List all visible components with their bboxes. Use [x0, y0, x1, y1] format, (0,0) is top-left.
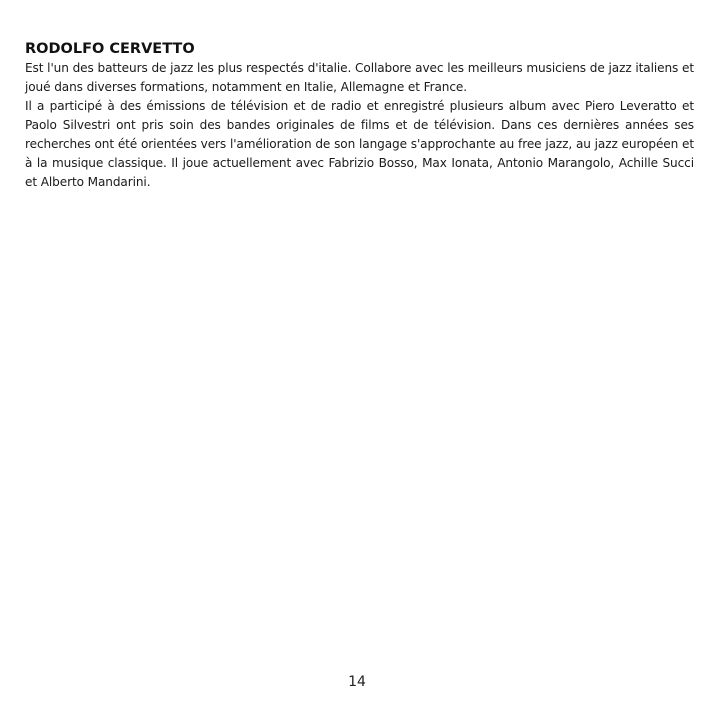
article-paragraph: Est l'un des batteurs de jazz les plus respectés d'italie. Collabore avec les meilleurs musiciens de jazz italiens et joué dans diverses formations, notamment en Italie, Allemagne et France. — [25, 61, 694, 94]
article — [25, 40, 694, 192]
page-number: 14 — [348, 674, 366, 690]
article-title: RODOLFO CERVETTO — [25, 41, 195, 57]
article-paragraph: Il a participé à des émissions de télévision et de radio et enregistré plusieurs album avec Piero Leveratto et Paolo Silvestri ont pris soin des bandes originales de films et de télévision. Dans ces dernières années ses recherches ont été orientées vers l'amélioration de son langage s'approchante au free jazz, au jazz européen et à la musique classique. Il joue actuellement avec Fabrizio Bosso, Max Ionata, Antonio Marangolo, Achille Succi et Alberto Mandarini. — [25, 99, 694, 189]
